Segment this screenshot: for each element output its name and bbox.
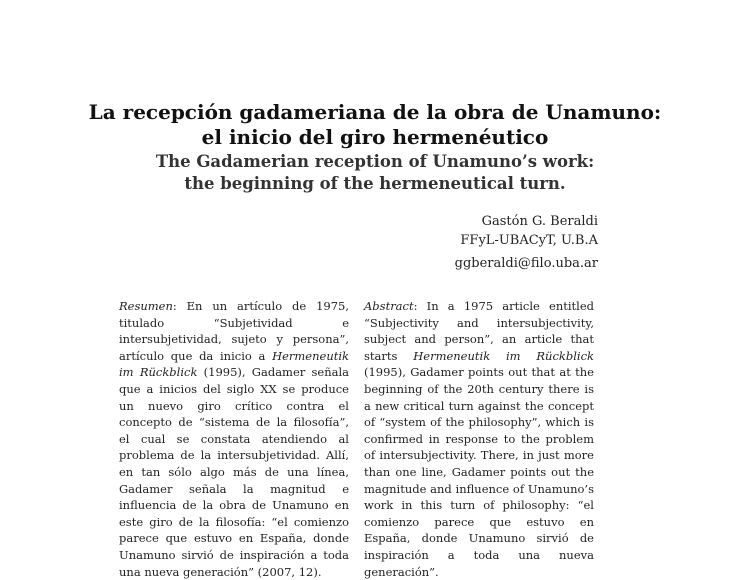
author-email[interactable]: ggberaldi@filo.uba.ar xyxy=(454,256,598,271)
abstract-es-label: Resumen xyxy=(119,299,173,313)
title-es-line-1: La recepción gadameriana de la obra de Unamuno: xyxy=(88,100,662,124)
abstract-es-paragraph xyxy=(119,298,349,580)
abstract-english xyxy=(364,298,594,580)
abstract-es-text-1: : En un artículo de 1975, titulado “Subjetividad e intersubjetividad, sujeto y persona”, artículo que da inicio a xyxy=(119,299,349,363)
abstract-spanish xyxy=(119,298,349,580)
abstract-es-work-title: Hermeneutik im Rückblick xyxy=(119,348,349,380)
abstract-en-text-2: (1995), Gadamer points out that at the beginning of the 20th century there is a new critical turn against the concept of “system of the philosophy”, which is confirmed in response to the problem of intersubjectivity. There, in just more than one line, Gadamer points out the magnitude and influence of Unamuno’s work in this turn of philosophy: “el comienzo parece que estuvo en España, donde Unamuno sirvió de inspiración a toda una nueva generación”. xyxy=(364,365,594,579)
abstract-en-label: Abstract xyxy=(364,299,414,313)
author-name: Gastón G. Beraldi xyxy=(481,214,598,229)
title-es-line-2: el inicio del giro hermenéutico xyxy=(201,125,549,149)
abstract-en-work-title: Hermeneutik im Rückblick xyxy=(413,348,594,363)
title-en-line-1: The Gadamerian reception of Unamuno’s work: xyxy=(155,152,595,171)
abstract-es-text-2: (1995), Gadamer señala que a inicios del siglo XX se produce un nuevo giro crítico contra el concepto de “sistema de la filosofía”, el cual se constata atendiendo al problema de la intersubjetividad. Allí, en tan sólo algo más de una línea, Gadamer señala la magnitud e influencia de la obra de Unamuno en este giro de la filosofía: “el comienzo parece que estuvo en España, donde Unamuno sirvió de inspiración a toda una nueva generación” (2007, 12). xyxy=(119,365,349,579)
article-title-english xyxy=(0,151,750,195)
abstract-en-text-1: : In a 1975 article entitled “Subjectivity and intersubjectivity, subject and person”, an article that starts xyxy=(364,299,594,363)
article-title-spanish xyxy=(0,100,750,150)
title-en-line-2: the beginning of the hermeneutical turn. xyxy=(184,174,566,193)
author-block xyxy=(455,212,598,273)
author-affiliation: FFyL-UBACyT, U.B.A xyxy=(460,233,598,248)
abstract-en-paragraph xyxy=(364,298,594,580)
